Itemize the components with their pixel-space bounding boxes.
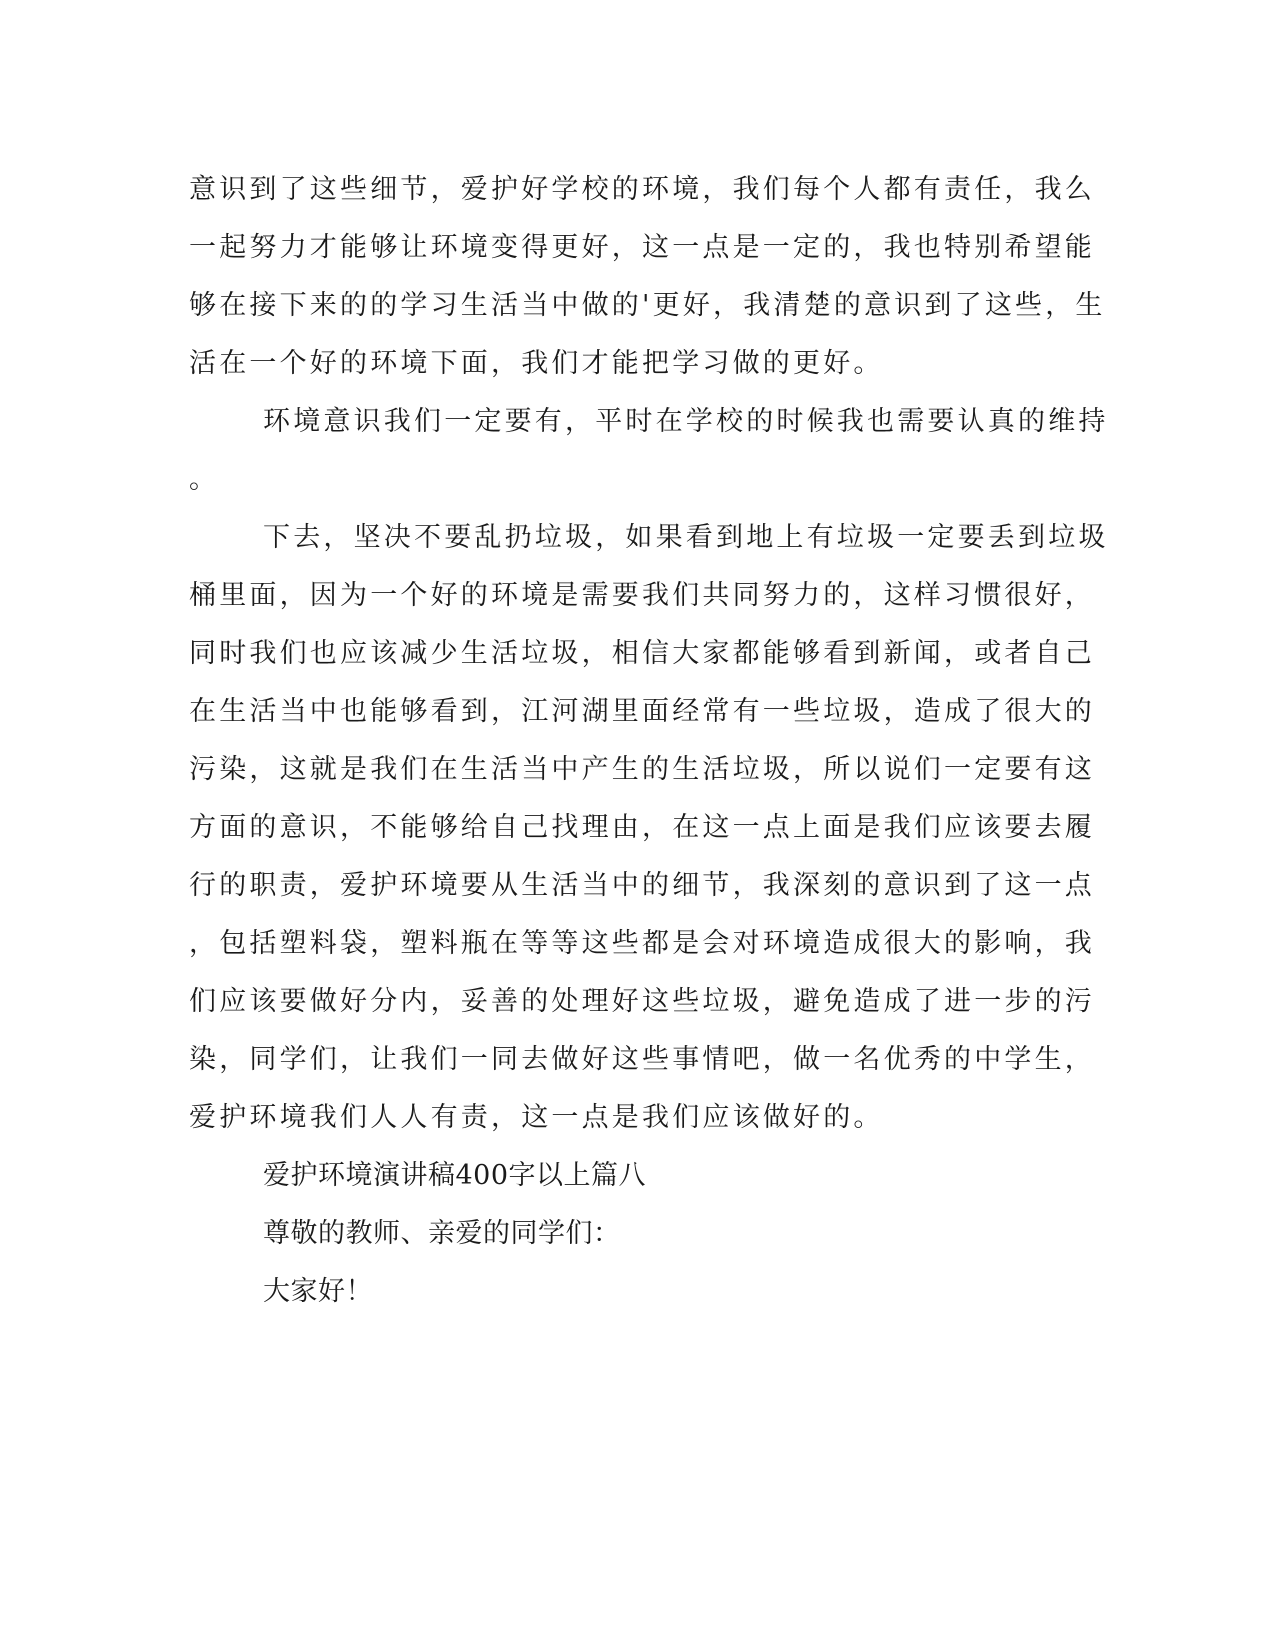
paragraph-line-9: 同时我们也应该减少生活垃圾，相信大家都能够看到新闻，或者自己: [189, 638, 1095, 669]
paragraph-line-3: 够在接下来的的学习生活当中做的'更好，我清楚的意识到了这些，生: [189, 290, 1106, 321]
paragraph-line-15: 们应该要做好分内，妥善的处理好这些垃圾，避免造成了进一步的污: [189, 986, 1095, 1017]
paragraph-line-6: 。: [189, 464, 220, 495]
paragraph-line-14: ，包括塑料袋，塑料瓶在等等这些都是会对环境造成很大的影响，我: [189, 928, 1095, 959]
paragraph-line-11: 污染，这就是我们在生活当中产生的生活垃圾，所以说们一定要有这: [189, 754, 1095, 785]
paragraph-line-4: 活在一个好的环境下面，我们才能把学习做的更好。: [189, 348, 884, 379]
paragraph-line-10: 在生活当中也能够看到，江河湖里面经常有一些垃圾，造成了很大的: [189, 696, 1095, 727]
salutation: 尊敬的教师、亲爱的同学们：: [263, 1218, 621, 1249]
paragraph-line-1: 意识到了这些细节，爱护好学校的环境，我们每个人都有责任，我么: [189, 174, 1095, 205]
paragraph-line-5: 环境意识我们一定要有，平时在学校的时候我也需要认真的维持: [263, 406, 1109, 437]
paragraph-line-13: 行的职责，爱护环境要从生活当中的细节，我深刻的意识到了这一点: [189, 870, 1095, 901]
paragraph-line-16: 染，同学们，让我们一同去做好这些事情吧，做一名优秀的中学生，: [189, 1044, 1095, 1075]
section-heading: 爱护环境演讲稿400字以上篇八: [263, 1160, 647, 1191]
paragraph-line-12: 方面的意识，不能够给自己找理由，在这一点上面是我们应该要去履: [189, 812, 1095, 843]
paragraph-line-17: 爱护环境我们人人有责，这一点是我们应该做好的。: [189, 1102, 884, 1133]
paragraph-line-2: 一起努力才能够让环境变得更好，这一点是一定的，我也特别希望能: [189, 232, 1095, 263]
greeting: 大家好！: [263, 1276, 373, 1307]
paragraph-line-7: 下去，坚决不要乱扔垃圾，如果看到地上有垃圾一定要丢到垃圾: [263, 522, 1109, 553]
paragraph-line-8: 桶里面，因为一个好的环境是需要我们共同努力的，这样习惯很好，: [189, 580, 1095, 611]
